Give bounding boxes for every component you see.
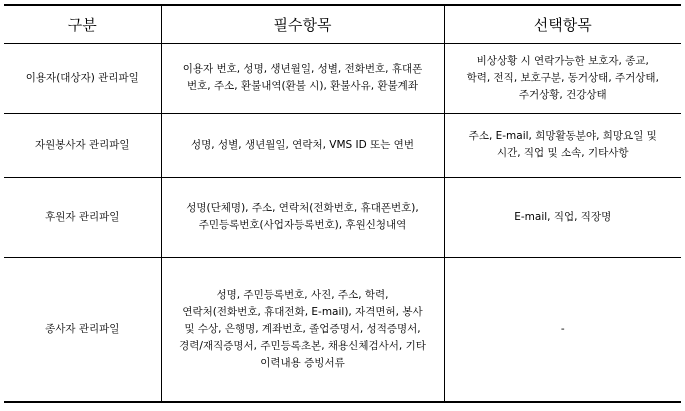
row-required-items (161, 113, 444, 177)
row-category: 자원봉사자 관리파일 (4, 113, 161, 177)
row-required-items (161, 177, 444, 257)
required-line: 이용자 번호, 성명, 생년월일, 성별, 전화번호, 휴대폰 (182, 63, 423, 75)
required-line: 이력내용 증빙서류 (260, 356, 345, 369)
privacy-file-table (4, 4, 681, 403)
optional-line: 주거상황, 건강상태 (518, 88, 607, 101)
row-optional-items (444, 257, 681, 402)
header-row (4, 5, 681, 43)
table-row (4, 257, 681, 402)
header-optional: 선택항목 (444, 5, 681, 43)
optional-line: 주소, E-mail, 희망활동분야, 희망요일 및 (468, 130, 657, 142)
row-category: 후원자 관리파일 (4, 177, 161, 257)
required-line: 성명, 주민등록번호, 사진, 주소, 학력, (216, 288, 389, 301)
required-line: 성명, 성별, 생년월일, 연락처, VMS ID 또는 연번 (191, 138, 414, 151)
row-optional-items (444, 43, 681, 113)
optional-line: E-mail, 직업, 직장명 (514, 210, 612, 223)
table-row (4, 113, 681, 177)
required-line: 및 수상, 은행명, 계좌번호, 졸업증명서, 성적증명서, (184, 322, 421, 335)
row-category: 종사자 관리파일 (4, 257, 161, 402)
required-line: 경력/재직증명서, 주민등록초본, 채용신체검사서, 기타 (179, 339, 426, 352)
optional-line: 비상상황 시 연락가능한 보호자, 종교, (476, 54, 649, 67)
header-category: 구분 (4, 5, 161, 43)
table-row (4, 177, 681, 257)
row-required-items (161, 257, 444, 402)
table-row (4, 43, 681, 113)
required-line: 주민등록번호(사업자등록번호), 후원신청내역 (198, 219, 407, 231)
required-line: 연락처(전화번호, 휴대전화, E-mail), 자격면허, 봉사 (182, 305, 423, 318)
required-line: 번호, 주소, 환불내역(환불 시), 환불사유, 환불계좌 (187, 80, 418, 92)
optional-line: 시간, 직업 및 소속, 기타사항 (496, 147, 629, 159)
header-required: 필수항목 (161, 5, 444, 43)
optional-line: 학력, 전직, 보호구분, 동거상태, 주거상태, (466, 71, 659, 84)
required-line: 성명(단체명), 주소, 연락처(전화번호, 휴대폰번호), (186, 202, 419, 214)
row-optional-items (444, 177, 681, 257)
row-required-items (161, 43, 444, 113)
row-optional-items (444, 113, 681, 177)
optional-line: - (560, 322, 565, 335)
row-category: 이용자(대상자) 관리파일 (4, 43, 161, 113)
